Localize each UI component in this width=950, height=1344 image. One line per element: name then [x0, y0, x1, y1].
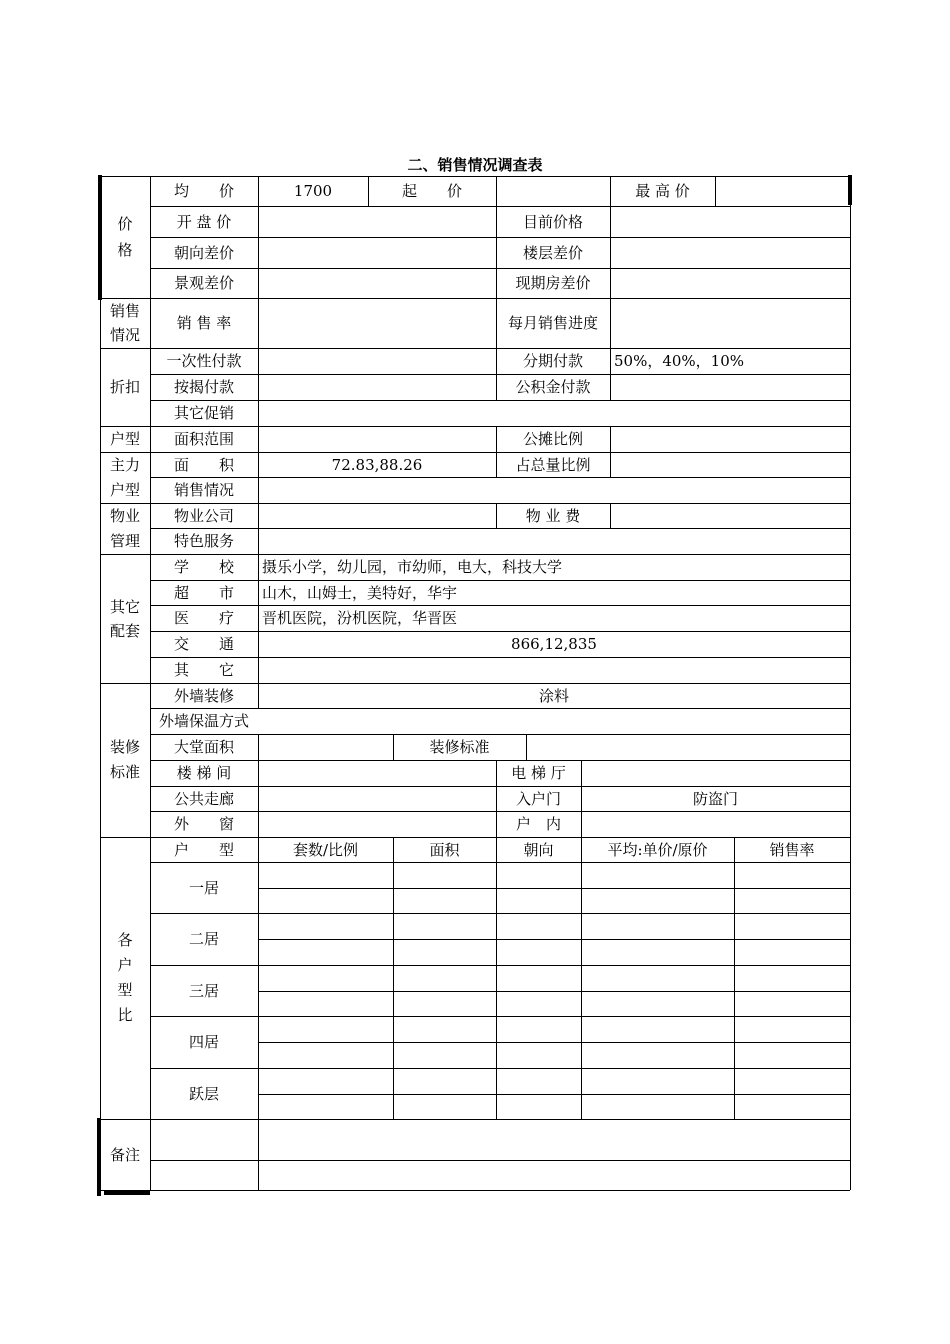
column-rule [496, 837, 497, 1119]
remarks-section-label: 备注 [109, 1146, 140, 1164]
column-rule [610, 426, 611, 452]
elevator-hall-label: 电 梯 厅 [511, 764, 566, 782]
column-rule [610, 503, 611, 528]
row-rule [150, 298, 850, 299]
column-rule [258, 734, 259, 837]
row-rule [100, 1119, 850, 1120]
insulation-label: 外墙保温方式 [158, 712, 249, 730]
column-rule [734, 837, 735, 1119]
avg-price-label: 均 价 [173, 182, 234, 200]
ratio-header-2: 面积 [429, 841, 460, 859]
column-rule [610, 452, 611, 477]
entry-door-label: 入户门 [515, 790, 561, 808]
current-price-label: 目前价格 [522, 213, 583, 231]
main-type-section-label: 主力 户型 [109, 456, 140, 499]
max-price-label: 最 高 价 [635, 182, 690, 200]
ratio-section-label: 各 户 型 比 [117, 931, 133, 1024]
opening-price-label: 开 盘 价 [176, 213, 232, 231]
ratio-row-4-label: 跃层 [188, 1085, 219, 1103]
spot-diff-label: 现期房差价 [515, 274, 591, 292]
ratio-row-0-label: 一居 [188, 879, 219, 897]
entry-door-value: 防盗门 [692, 790, 738, 808]
column-rule [581, 837, 582, 1119]
main-area-label: 面 积 [173, 456, 234, 474]
ratio-row-2-label: 三居 [188, 982, 219, 1000]
ratio-header-5: 销售率 [769, 841, 815, 859]
column-rule [258, 348, 259, 426]
share-ratio-label: 公摊比例 [522, 430, 583, 448]
sub-row-rule [258, 888, 850, 889]
outer-border-right [850, 176, 851, 1190]
window-label: 外 窗 [173, 815, 234, 833]
avg-price-value: 1700 [293, 182, 333, 200]
special-service-label: 特色服务 [173, 532, 234, 550]
view-diff-label: 景观差价 [173, 274, 234, 292]
outer-border-bottom-thick [104, 1191, 150, 1195]
lobby-area-label: 大堂面积 [173, 738, 234, 756]
property-fee-label: 物 业 费 [525, 507, 581, 525]
traffic-label: 交 通 [173, 635, 234, 653]
column-rule [258, 837, 259, 1119]
stairwell-label: 楼 梯 间 [176, 764, 232, 782]
column-rule [610, 348, 611, 400]
start-price-label: 起 价 [401, 182, 462, 200]
orientation-diff-label: 朝向差价 [173, 244, 234, 262]
sales-rate-label: 销 售 率 [176, 314, 232, 332]
decoration-standard-label: 装修标准 [429, 738, 490, 756]
table-row [150, 1068, 850, 1069]
ratio-row-3-label: 四居 [188, 1033, 219, 1051]
table-row [150, 913, 850, 914]
ratio-header-1: 套数/比例 [292, 841, 359, 859]
property-section-label: 物业 管理 [109, 507, 140, 550]
decoration-section-label: 装修 标准 [109, 738, 140, 781]
installment-label: 分期付款 [522, 352, 583, 370]
school-value: 摄乐小学，幼儿园，市幼师，电大，科技大学 [262, 558, 563, 576]
ratio-row-1-label: 二居 [188, 930, 219, 948]
lump-sum-label: 一次性付款 [166, 352, 242, 370]
column-rule [258, 298, 259, 348]
share-total-label: 占总量比例 [515, 456, 591, 474]
facilities-other-label: 其 它 [173, 661, 234, 679]
fund-label: 公积金付款 [515, 378, 591, 396]
monthly-progress-label: 每月销售进度 [507, 314, 598, 332]
column-rule [715, 176, 716, 206]
wall-finish-value: 涂料 [538, 687, 569, 705]
page-title: 二、销售情况调查表 [407, 156, 543, 174]
market-value: 山木，山姆士，美特好，华宇 [262, 584, 458, 602]
row-rule [150, 268, 850, 269]
row-rule [150, 237, 850, 238]
column-rule [258, 554, 259, 683]
sub-row-rule [258, 1042, 850, 1043]
column-rule [393, 837, 394, 1119]
column-rule [258, 1119, 259, 1190]
sales-section-label: 销售 情况 [109, 302, 140, 344]
discount-section-label: 折扣 [109, 378, 140, 396]
column-rule [610, 298, 611, 348]
column-rule [526, 734, 527, 760]
sub-row-rule [258, 991, 850, 992]
ratio-header-3: 朝向 [523, 841, 554, 859]
medical-value: 晋机医院，汾机医院，华晋医 [262, 609, 458, 627]
other-promo-label: 其它促销 [173, 404, 234, 422]
sub-row-rule [258, 1094, 850, 1095]
ratio-header-4: 平均:单价/原价 [607, 841, 708, 859]
sub-row-rule [258, 939, 850, 940]
main-area-value: 72.83,88.26 [331, 456, 423, 474]
corridor-label: 公共走廊 [173, 790, 234, 808]
row-rule [150, 206, 850, 207]
medical-label: 医 疗 [173, 609, 234, 627]
outer-border-bottom [100, 1190, 850, 1191]
ratio-header-0: 户 型 [173, 841, 234, 859]
table-row [150, 965, 850, 966]
unit-type-section-label: 户型 [109, 430, 140, 448]
area-range-label: 面积范围 [173, 430, 234, 448]
property-company-label: 物业公司 [173, 507, 234, 525]
indoor-label: 户 内 [515, 815, 561, 833]
school-label: 学 校 [173, 558, 234, 576]
price-section-label: 价 格 [117, 215, 133, 259]
outer-border-top [100, 176, 850, 177]
table-row [150, 1016, 850, 1017]
market-label: 超 市 [173, 584, 234, 602]
traffic-value: 866,12,835 [511, 635, 597, 653]
column-rule [258, 503, 259, 554]
facilities-section-label: 其它 配套 [109, 598, 140, 640]
wall-finish-label: 外墙装修 [173, 687, 234, 705]
column-rule [258, 426, 259, 452]
floor-diff-label: 楼层差价 [522, 244, 583, 262]
installment-value: 50%，40%，10% [614, 352, 745, 370]
row-rule [150, 1160, 850, 1161]
mortgage-label: 按揭付款 [173, 378, 234, 396]
main-sales-label: 销售情况 [173, 481, 234, 499]
